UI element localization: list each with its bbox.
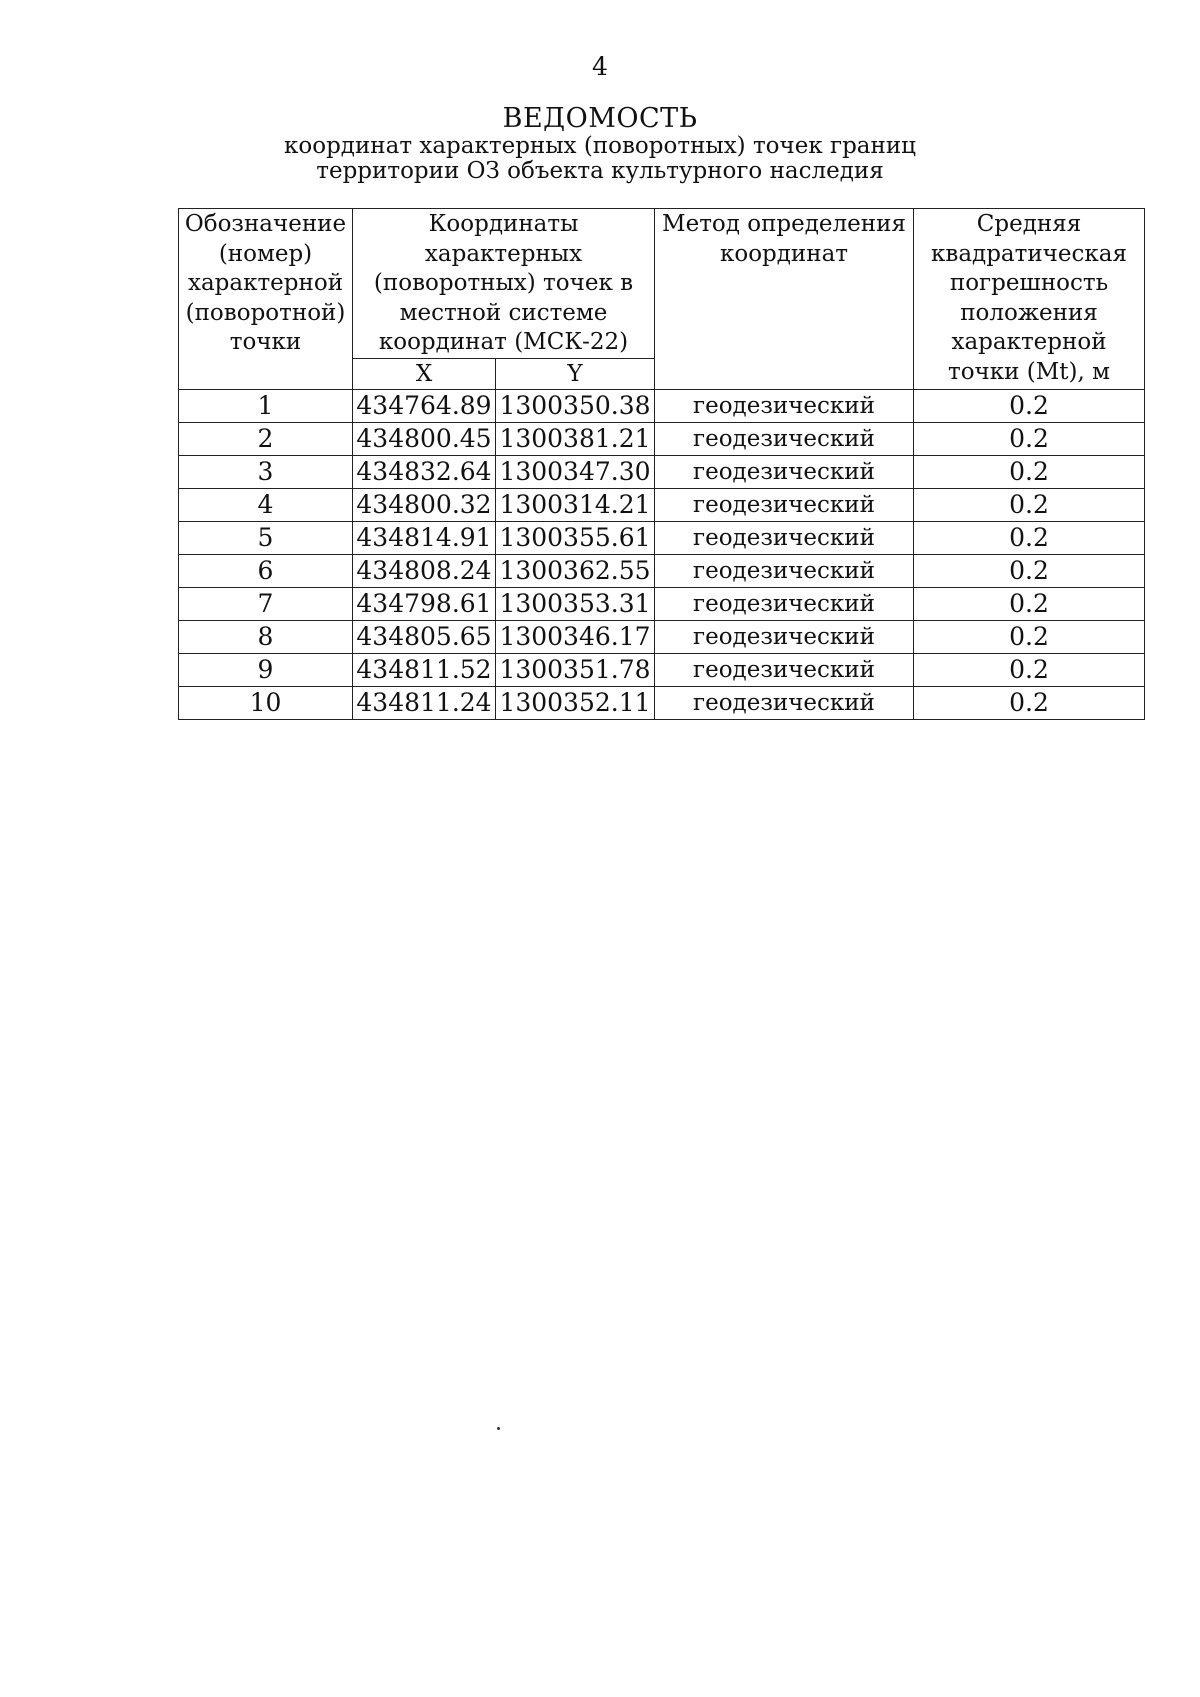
document-title: ВЕДОМОСТЬ (502, 103, 698, 134)
cell-error: 0.2 (914, 488, 1145, 521)
cell-x: 434808.24 (353, 554, 496, 587)
header-method-line: Метод определения (662, 211, 906, 237)
cell-method: геодезический (655, 389, 914, 422)
cell-x: 434811.24 (353, 686, 496, 719)
table-row (179, 653, 1145, 686)
table-row (179, 521, 1145, 554)
cell-x: 434832.64 (353, 455, 496, 488)
table-row (179, 488, 1145, 521)
header-coordinates-line: характерных (424, 240, 583, 267)
cell-x: 434811.52 (353, 653, 496, 686)
header-coordinates-line: Координаты (428, 211, 579, 237)
cell-y: 1300347.30 (496, 455, 655, 488)
header-coordinates-line: местной системе (399, 299, 608, 326)
table-row (179, 620, 1145, 653)
cell-point-number: 6 (179, 554, 353, 587)
cell-point-number: 10 (179, 686, 353, 719)
page-number: 4 (592, 52, 608, 81)
cell-point-number: 9 (179, 653, 353, 686)
cell-y: 1300362.55 (496, 554, 655, 587)
cell-error: 0.2 (914, 686, 1145, 719)
coordinates-table (178, 208, 1145, 720)
cell-x: 434798.61 (353, 587, 496, 620)
table-row (179, 389, 1145, 422)
cell-y: 1300346.17 (496, 620, 655, 653)
cell-x: 434764.89 (353, 389, 496, 422)
header-designation-line: (номер) (218, 240, 313, 267)
cell-y: 1300381.21 (496, 422, 655, 455)
cell-y: 1300351.78 (496, 653, 655, 686)
cell-method: геодезический (655, 620, 914, 653)
cell-error: 0.2 (914, 587, 1145, 620)
cell-point-number: 3 (179, 455, 353, 488)
cell-method: геодезический (655, 653, 914, 686)
cell-y: 1300314.21 (496, 488, 655, 521)
cell-method: геодезический (655, 488, 914, 521)
cell-point-number: 2 (179, 422, 353, 455)
table-row (179, 455, 1145, 488)
cell-method: геодезический (655, 521, 914, 554)
header-error-line: квадратическая (931, 240, 1127, 267)
cell-error: 0.2 (914, 455, 1145, 488)
cell-error: 0.2 (914, 620, 1145, 653)
header-designation-line: Обозначение (184, 211, 347, 237)
cell-point-number: 8 (179, 620, 353, 653)
header-error-line: Средняя (976, 211, 1082, 237)
header-x: X (353, 358, 496, 389)
cell-error: 0.2 (914, 521, 1145, 554)
table-row (179, 686, 1145, 719)
header-y: Y (496, 358, 655, 389)
cell-x: 434800.32 (353, 488, 496, 521)
table-row (179, 587, 1145, 620)
cell-method: геодезический (655, 455, 914, 488)
header-error-line: точки (Mt), м (947, 358, 1111, 385)
header-designation-line: точки (229, 329, 302, 355)
header-error-line: погрешность (949, 270, 1109, 296)
cell-method: геодезический (655, 422, 914, 455)
cell-method: геодезический (655, 587, 914, 620)
table-header-row (179, 209, 1145, 359)
cell-error: 0.2 (914, 389, 1145, 422)
header-designation-line: характерной (187, 270, 344, 296)
cell-point-number: 5 (179, 521, 353, 554)
cell-y: 1300352.11 (496, 686, 655, 719)
cell-y: 1300353.31 (496, 587, 655, 620)
header-method-line: координат (719, 240, 849, 267)
header-error-line: положения (960, 299, 1098, 326)
cell-error: 0.2 (914, 653, 1145, 686)
header-error-line: характерной (951, 329, 1107, 355)
header-designation (179, 209, 353, 390)
document-subtitle-line-2: территории ОЗ объекта культурного наследия (316, 158, 884, 184)
cell-point-number: 7 (179, 587, 353, 620)
cell-error: 0.2 (914, 554, 1145, 587)
cell-y: 1300355.61 (496, 521, 655, 554)
cell-method: геодезический (655, 554, 914, 587)
header-coordinates-line: координат (МСК-22) (378, 329, 629, 355)
cell-point-number: 4 (179, 488, 353, 521)
header-coordinates-line: (поворотных) точек в (373, 270, 634, 296)
scan-speck (497, 1427, 500, 1430)
cell-error: 0.2 (914, 422, 1145, 455)
cell-point-number: 1 (179, 389, 353, 422)
header-designation-line: (поворотной) (185, 299, 346, 326)
table-row (179, 422, 1145, 455)
cell-x: 434800.45 (353, 422, 496, 455)
header-method (655, 209, 914, 390)
table-row (179, 554, 1145, 587)
header-coordinates (353, 209, 655, 359)
cell-method: геодезический (655, 686, 914, 719)
cell-x: 434814.91 (353, 521, 496, 554)
cell-y: 1300350.38 (496, 389, 655, 422)
header-error (914, 209, 1145, 390)
document-subtitle-line-1: координат характерных (поворотных) точек границ (284, 133, 916, 159)
cell-x: 434805.65 (353, 620, 496, 653)
